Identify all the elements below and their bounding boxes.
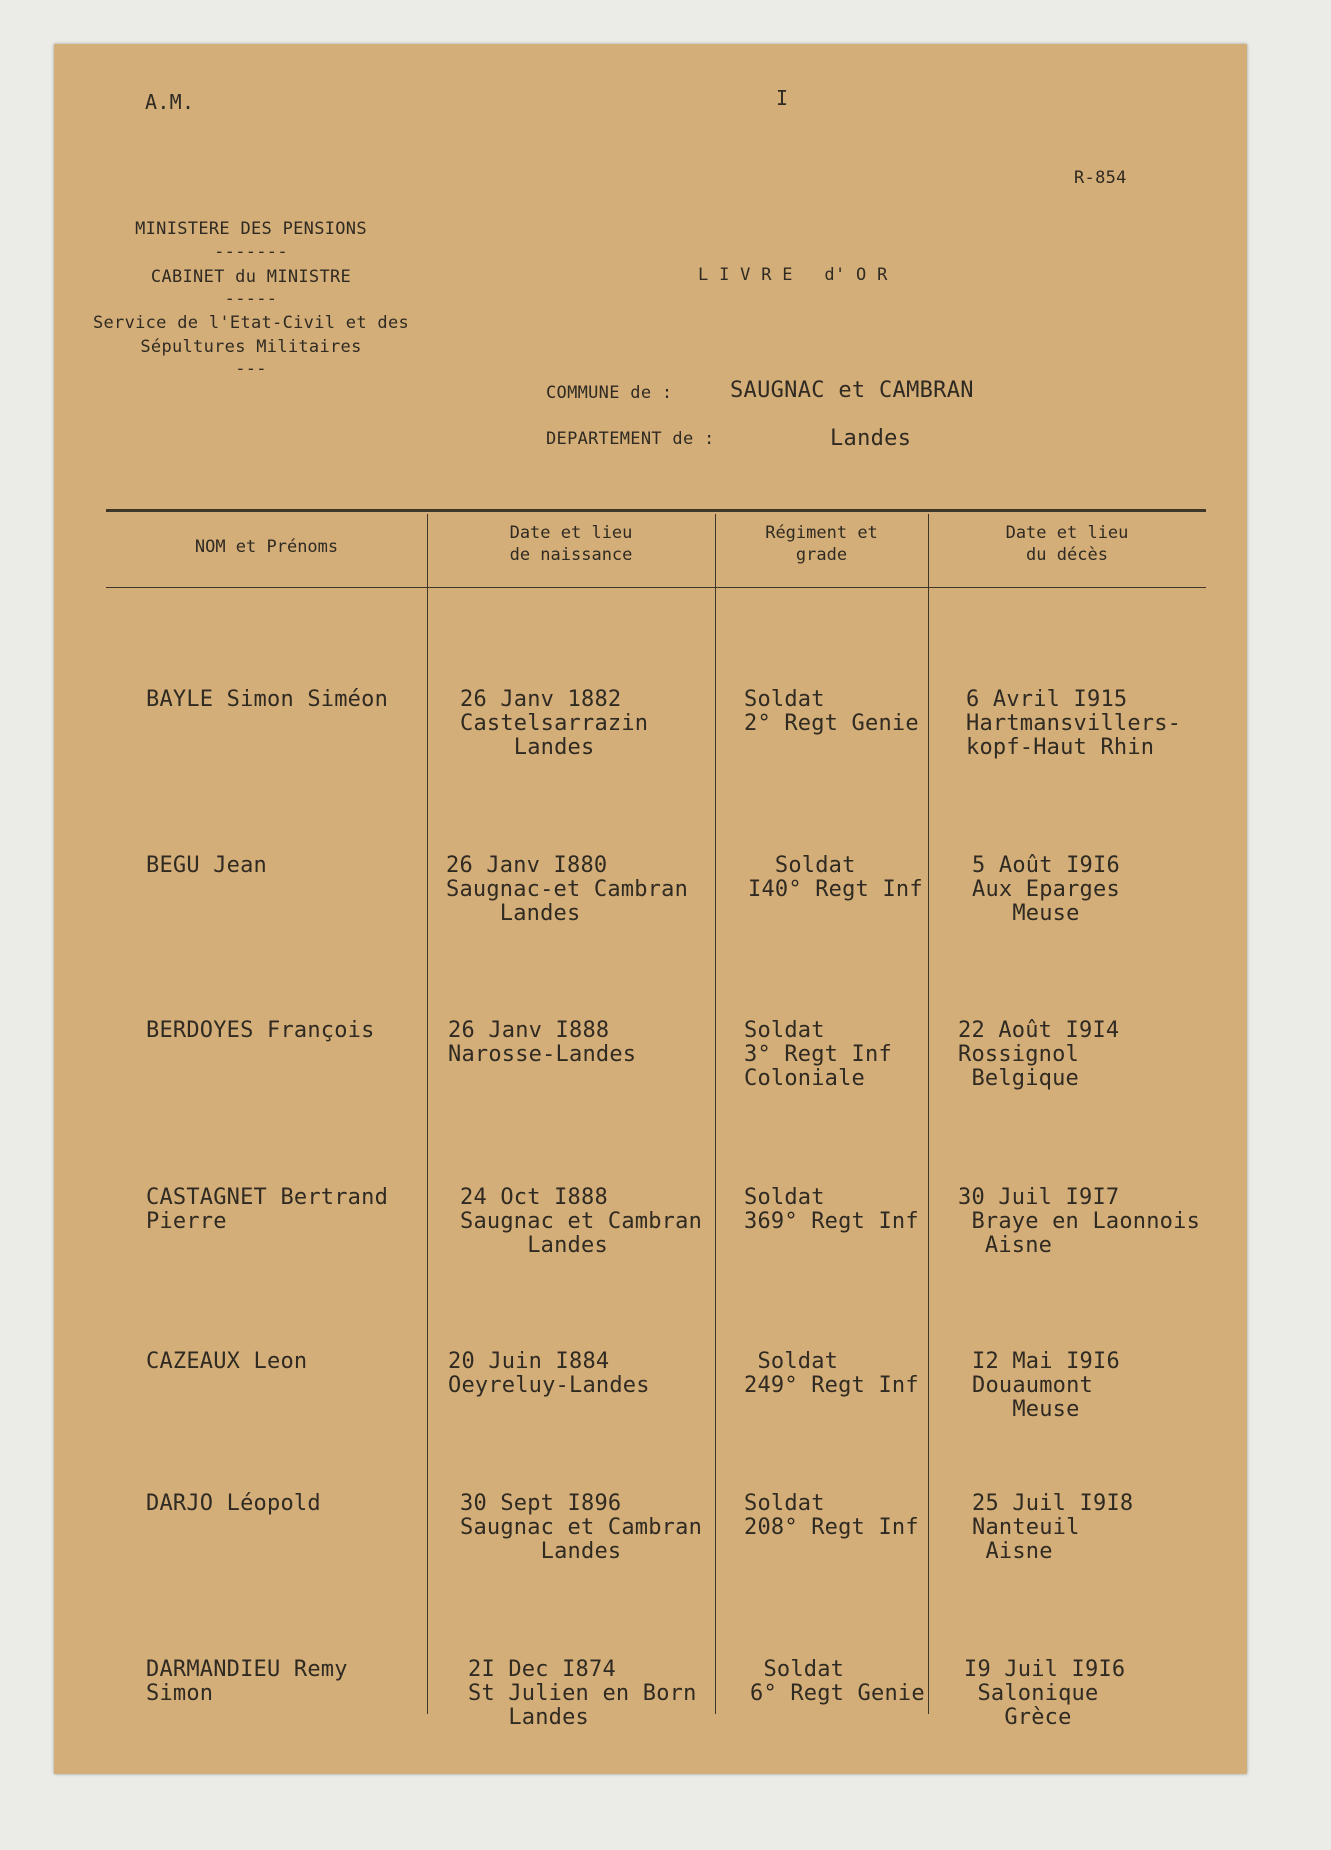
cell-death: 30 Juil I9I7 Braye en Laonnois Aisne [958,1185,1201,1258]
column-divider-3 [928,514,929,1714]
cell-birth: 24 Oct I888 Saugnac et Cambran Landes [460,1185,703,1258]
column-header-name: NOM et Prénoms [194,537,339,557]
cell-regiment: Soldat 208° Regt Inf [744,1491,919,1540]
ministry-line: MINISTERE DES PENSIONS [135,219,367,239]
column-header-regiment: Régiment et grade [765,523,878,565]
cell-death: 6 Avril I915 Hartmansvillers- kopf-Haut Rhin [966,687,1182,760]
cell-death: 22 Août I9I4 Rossignol Belgique [958,1018,1120,1091]
reference-number: R-854 [1074,168,1127,188]
cell-birth: 26 Janv I888 Narosse-Landes [448,1018,637,1067]
cell-name: BEGU Jean [146,853,268,878]
commune-label: COMMUNE de : [546,383,673,403]
cell-regiment: Soldat 249° Regt Inf [744,1349,919,1398]
commune-value: SAUGNAC et CAMBRAN [730,378,974,403]
column-divider-1 [427,514,428,1714]
cell-death: I9 Juil I9I6 Salonique Grèce [964,1657,1126,1730]
cabinet-line: CABINET du MINISTRE [150,267,352,287]
cabinet-separator: ----- [224,289,278,309]
table-header-rule [106,587,1206,588]
service-separator: --- [235,359,267,379]
document-sheet [54,44,1247,1774]
departement-label: DEPARTEMENT de : [546,429,715,449]
cell-regiment: Soldat 2° Regt Genie [744,687,919,736]
cell-regiment: Soldat 3° Regt Inf Coloniale [744,1018,892,1091]
cell-regiment: Soldat 6° Regt Genie [750,1657,925,1706]
cell-name: DARMANDIEU Remy Simon [146,1657,348,1706]
cell-birth: 20 Juin I884 Oeyreluy-Landes [448,1349,650,1398]
cell-death: 5 Août I9I6 Aux Eparges Meuse [972,853,1120,926]
am-mark: A.M. [145,90,195,114]
column-header-death: Date et lieu du décès [1005,523,1129,565]
sepultures-line: Sépultures Militaires [140,337,362,357]
cell-birth: 26 Janv 1882 Castelsarrazin Landes [460,687,649,760]
departement-value: Landes [830,426,912,451]
cell-birth: 2I Dec I874 St Julien en Born Landes [468,1657,697,1730]
cell-birth: 26 Janv I880 Saugnac-et Cambran Landes [446,853,689,926]
column-header-birth: Date et lieu de naissance [509,523,633,565]
cell-birth: 30 Sept I896 Saugnac et Cambran Landes [460,1491,703,1564]
ministry-separator: ------- [214,242,288,262]
cell-regiment: Soldat 369° Regt Inf [744,1185,919,1234]
cell-name: DARJO Léopold [146,1491,321,1516]
page-number: I [776,86,789,110]
cell-name: CAZEAUX Leon [146,1349,308,1374]
cell-name: BERDOYES François [146,1018,375,1043]
cell-name: CASTAGNET Bertrand Pierre [146,1185,389,1234]
table-top-rule [106,509,1206,512]
document-title: L I V R E d' O R [698,265,888,285]
cell-regiment: Soldat I40° Regt Inf [748,853,923,902]
cell-death: I2 Mai I9I6 Douaumont Meuse [972,1349,1120,1422]
cell-name: BAYLE Simon Siméon [146,687,389,712]
service-line: Service de l'Etat-Civil et des [92,313,410,333]
column-divider-2 [715,514,716,1714]
cell-death: 25 Juil I9I8 Nanteuil Aisne [972,1491,1134,1564]
